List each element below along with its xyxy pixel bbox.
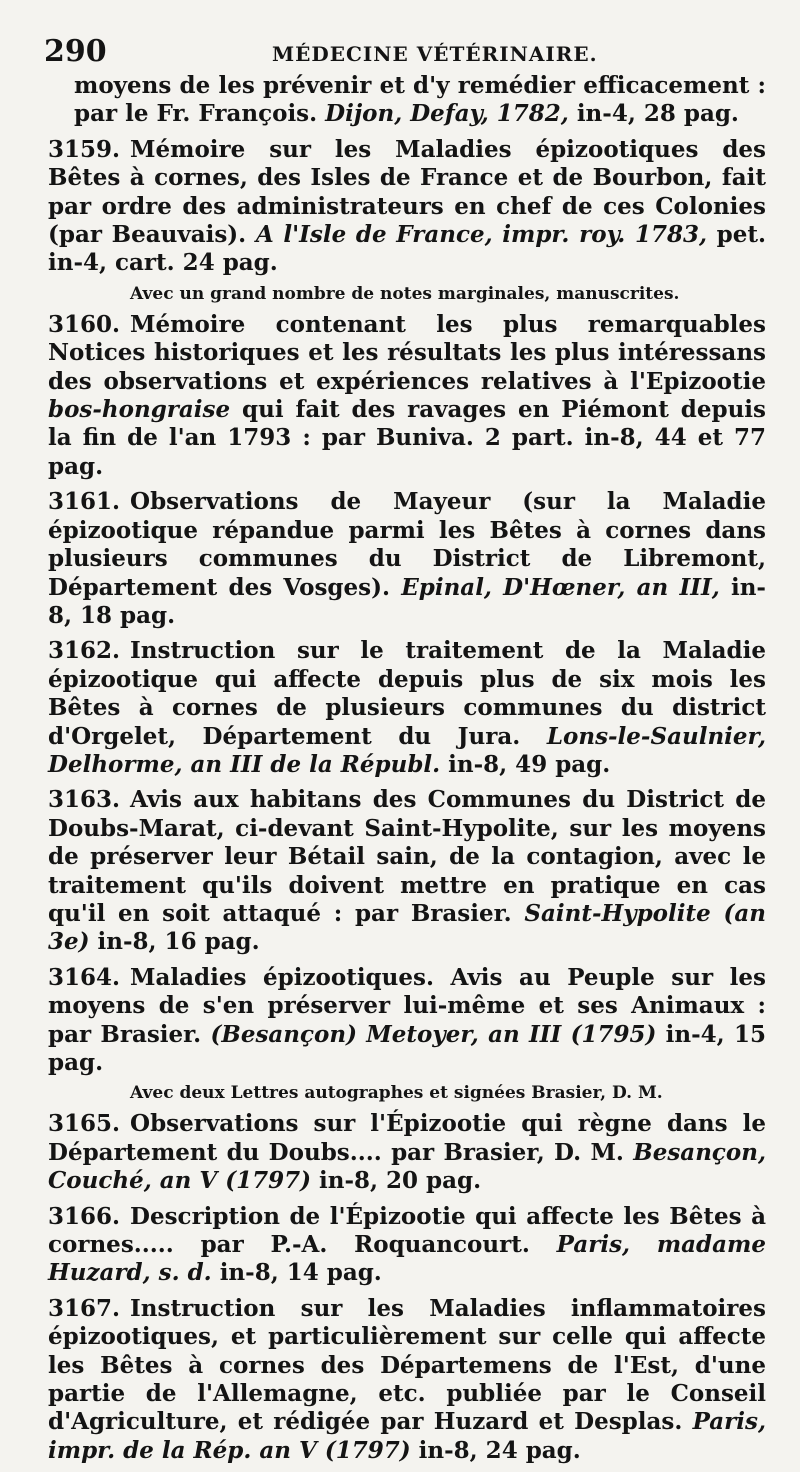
page-header <box>44 34 744 74</box>
entry-text: Avis aux habitans des Communes du District de Doubs-Marat, ci-devant Saint-Hypolite, sur les moyens de préserver leur Bétail sain, de la contagion, avec le traitement qu'ils doivent mettre en pratique en cas qu'il en soit attaqué : par Brasier. <box>48 786 766 927</box>
entry-imprint: Lons-le-Saulnier, Delhorme, an III de la Républ. <box>48 722 766 778</box>
entry-number: 3160. <box>48 310 121 338</box>
entry-3160 <box>48 311 766 481</box>
entry-3162 <box>48 637 766 779</box>
entry-collation: in-8, 18 pag. <box>48 573 766 629</box>
entry-number: 3161. <box>48 488 121 516</box>
entry-text: Mémoire sur les Maladies épizootiques des Bêtes à cornes, des Isles de France et de Bourbon, fait par ordre des administrateurs en chef de ces Colonies (par Beauvais). <box>48 135 766 249</box>
bibliography-body <box>48 72 766 1472</box>
entry-imprint: Besançon, Couché, an V (1797) <box>48 1138 766 1195</box>
entry-3166 <box>48 1203 766 1288</box>
entry-imprint: Paris, impr. de la Rép. an V (1797) <box>48 1408 766 1464</box>
entry-text: Mémoire contenant les plus remarquables Notices historiques et les résultats les plus intéressans des observations et expériences relatives à l'Epizootie <box>48 310 766 395</box>
entry-collation: in-8, 49 pag. <box>440 750 611 778</box>
page-number: 290 <box>44 34 107 69</box>
entry-imprint: Epinal, D'Hœner, an III, <box>401 573 720 601</box>
entry-number: 3164. <box>48 963 121 991</box>
entry-number: 3165. <box>48 1110 121 1138</box>
entry-number: 3166. <box>48 1202 121 1230</box>
entry-note: Avec deux Lettres autographes et signées Brasier, D. M. <box>130 1083 663 1104</box>
entry-number: 3163. <box>48 786 121 814</box>
entry-text: Observations de Mayeur (sur la Maladie épizootique répandue parmi les Bêtes à cornes dans plusieurs communes du District de Libremont, Département des Vosges). <box>48 488 766 601</box>
entry-number: 3162. <box>48 637 121 665</box>
entry-3167 <box>48 1295 766 1465</box>
entry-text: Instruction sur les Maladies inflammatoires épizootiques, et particulièrement sur celle qui affecte les Bêtes à cornes des Départemens de l'Est, d'une partie de l'Allemagne, etc. publiée par le Conseil d'Agriculture, et rédigée par Huzard et Desplas. <box>48 1294 766 1436</box>
entry-collation: in-8, 14 pag. <box>211 1259 382 1287</box>
entry-collation: in-8, 16 pag. <box>89 928 260 956</box>
entry-note: Avec un grand nombre de notes marginales, manuscrites. <box>130 283 680 304</box>
entry-number: 3167. <box>48 1294 121 1322</box>
entry-number: 3159. <box>48 135 121 163</box>
entry-collation: qui fait des ravages en Piémont depuis la fin de l'an 1793 : par Buniva. 2 part. in-8, 44 et 77 pag. <box>48 396 766 480</box>
entry-3159 <box>48 136 766 278</box>
entry-text: Instruction sur le traitement de la Maladie épizootique qui affecte depuis plus de six mois les Bêtes à cornes de plusieurs communes du district d'Orgelet, Département du Jura. <box>48 637 766 750</box>
entry-collation: in-8, 20 pag. <box>311 1167 482 1195</box>
entry-3163 <box>48 786 766 956</box>
entry-imprint: A l'Isle de France, impr. roy. 1783, <box>255 221 707 249</box>
entry-imprint: bos-hongraise <box>48 396 231 424</box>
entry-imprint: (Besançon) Metoyer, an III (1795) <box>210 1020 657 1048</box>
entry-3164 <box>48 964 766 1078</box>
entry-imprint: Paris, madame Huzard, s. d. <box>48 1231 767 1287</box>
entry-text: Description de l'Épizootie qui affecte les Bêtes à cornes..... par P.-A. Roquancourt. <box>48 1202 766 1259</box>
entry-3165 <box>48 1110 766 1195</box>
entry-imprint: Dijon, Defay, 1782, <box>325 100 569 128</box>
entry-text: moyens de les prévenir et d'y remédier efficacement : par le Fr. François. <box>74 72 766 128</box>
entry-text: Observations sur l'Épizootie qui règne dans le Département du Doubs.... par Brasier, D. M. <box>48 1110 766 1166</box>
entry-imprint: Saint-Hypolite (an 3e) <box>48 899 766 956</box>
entry-collation: pet. in-4, cart. 24 pag. <box>48 221 767 277</box>
entry-collation: in-4, 28 pag. <box>568 100 739 128</box>
entry-collation: in-8, 24 pag. <box>410 1436 581 1464</box>
entry-text: Maladies épizootiques. Avis au Peuple sur les moyens de s'en préserver lui-même et ses Animaux : par Brasier. <box>48 963 766 1048</box>
continued-entry <box>48 72 766 129</box>
running-head: MÉDECINE VÉTÉRINAIRE. <box>272 42 598 66</box>
entry-3161 <box>48 488 766 630</box>
entry-collation: in-4, 15 pag. <box>48 1020 766 1076</box>
